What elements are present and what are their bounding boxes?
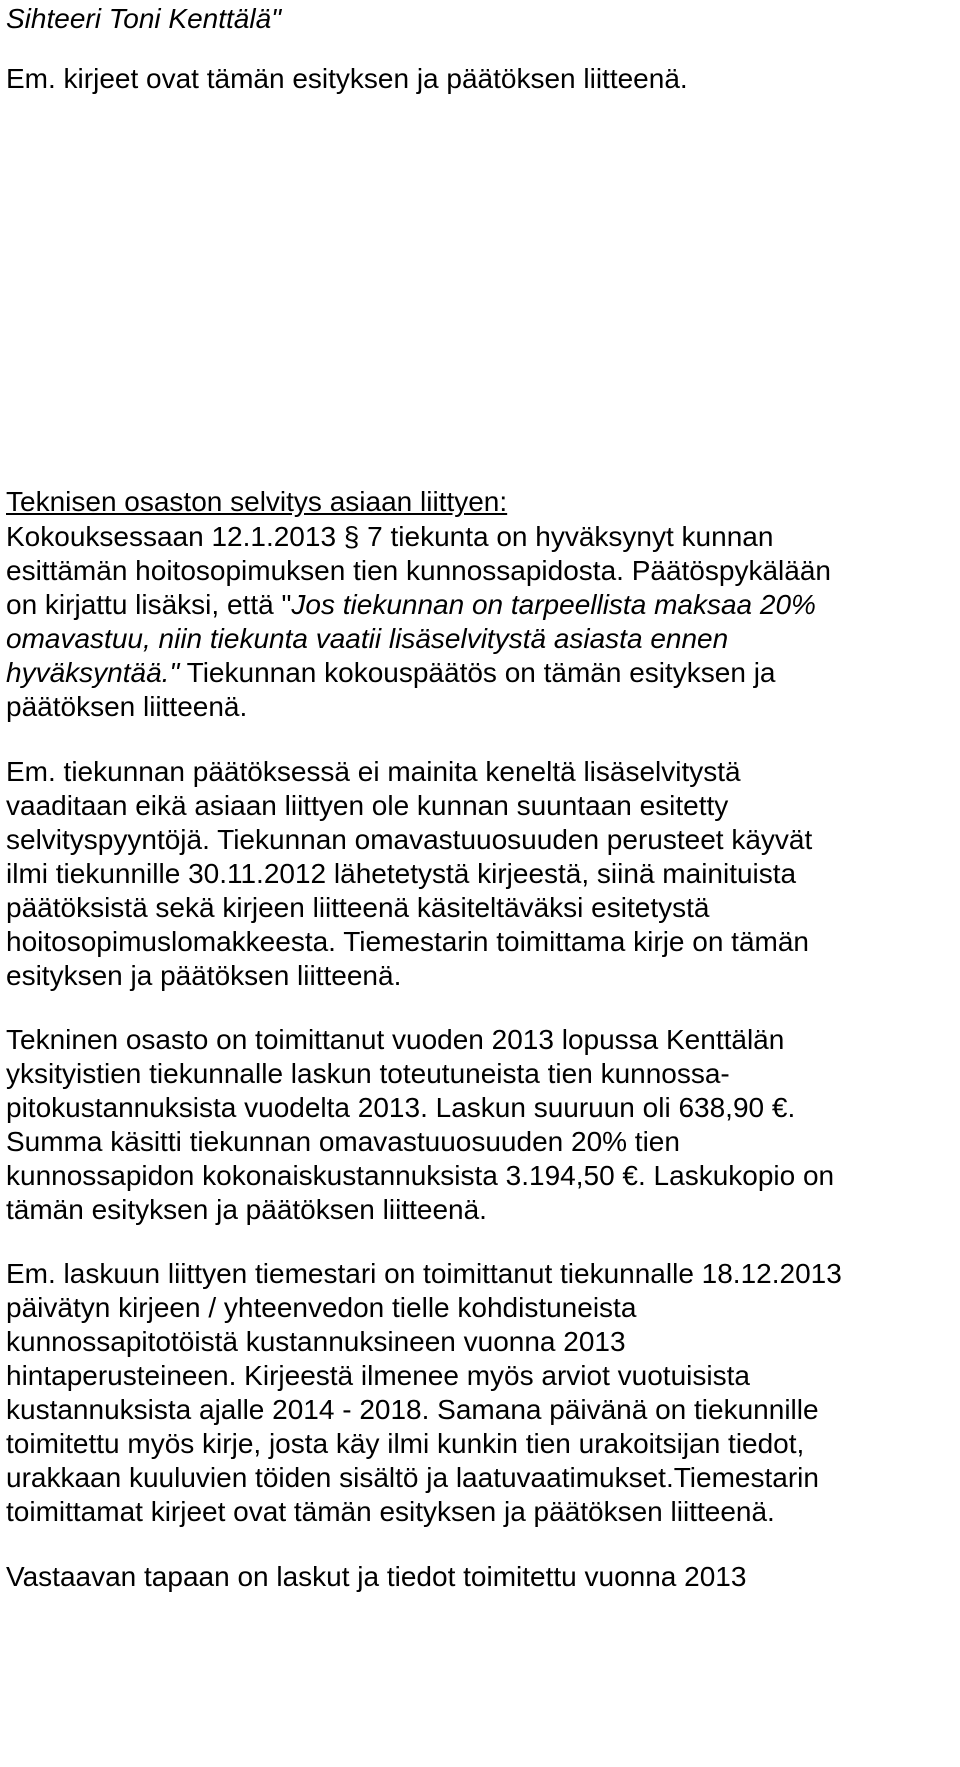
paragraph-line: päätöksen liitteenä. xyxy=(6,691,248,722)
paragraph-line: Tekninen osasto on toimittanut vuoden 2013 lopussa Kenttälän xyxy=(6,1024,785,1055)
text-run: Tiekunnan kokouspäätös on tämän esityksen ja xyxy=(179,657,776,688)
paragraph-line: hintaperusteineen. Kirjeestä ilmenee myös arviot vuotuisista xyxy=(6,1360,750,1391)
paragraph-line: urakkaan kuuluvien töiden sisältö ja laatuvaatimukset.Tiemestarin xyxy=(6,1462,819,1493)
paragraph-line: esityksen ja päätöksen liitteenä. xyxy=(6,960,402,991)
quoted-text-line: omavastuu, niin tiekunta vaatii lisäselvitystä asiasta ennen xyxy=(6,623,729,654)
paragraph-line: hoitosopimuslomakkeesta. Tiemestarin toimittama kirje on tämän xyxy=(6,926,810,957)
attachments-note: Em. kirjeet ovat tämän esityksen ja päätöksen liitteenä. xyxy=(6,63,688,94)
text-run: on kirjattu lisäksi, että " xyxy=(6,589,292,620)
paragraph-line: kunnossapitotöistä kustannuksineen vuonna 2013 xyxy=(6,1326,626,1357)
paragraph-line: yksityistien tiekunnalle laskun toteutuneista tien kunnossa- xyxy=(6,1058,730,1089)
paragraph-line: kustannuksista ajalle 2014 - 2018. Samana päivänä on tiekunnille xyxy=(6,1394,819,1425)
paragraph-line: pitokustannuksista vuodelta 2013. Laskun suuruun oli 638,90 €. xyxy=(6,1092,796,1123)
signature-line: Sihteeri Toni Kenttälä" xyxy=(6,3,282,34)
paragraph-line: toimittamat kirjeet ovat tämän esityksen ja päätöksen liitteenä. xyxy=(6,1496,775,1527)
paragraph-line: Em. laskuun liittyen tiemestari on toimittanut tiekunnalle 18.12.2013 xyxy=(6,1258,842,1289)
paragraph-line: päätöksistä sekä kirjeen liitteenä käsiteltäväksi esitetystä xyxy=(6,892,710,923)
quoted-text: hyväksyntää." xyxy=(6,657,180,688)
section-heading: Teknisen osaston selvitys asiaan liittyen: xyxy=(6,486,508,517)
paragraph-line: päivätyn kirjeen / yhteenvedon tielle kohdistuneista xyxy=(6,1292,637,1323)
paragraph-line: ilmi tiekunnille 30.11.2012 lähetetystä kirjeestä, siinä mainituista xyxy=(6,858,797,889)
paragraph-line: Summa käsitti tiekunnan omavastuuosuuden 20% tien xyxy=(6,1126,680,1157)
paragraph-line: Em. tiekunnan päätöksessä ei mainita keneltä lisäselvitystä xyxy=(6,756,741,787)
paragraph-line: tämän esityksen ja päätöksen liitteenä. xyxy=(6,1194,487,1225)
paragraph-line: vaaditaan eikä asiaan liittyen ole kunnan suuntaan esitetty xyxy=(6,790,729,821)
paragraph-line: Kokouksessaan 12.1.2013 § 7 tiekunta on hyväksynyt kunnan xyxy=(6,521,774,552)
paragraph-line: selvityspyyntöjä. Tiekunnan omavastuuosuuden perusteet käyvät xyxy=(6,824,813,855)
paragraph-line: Vastaavan tapaan on laskut ja tiedot toimitettu vuonna 2013 xyxy=(6,1561,747,1592)
paragraph-line: kunnossapidon kokonaiskustannuksista 3.194,50 €. Laskukopio on xyxy=(6,1160,835,1191)
quoted-text: Jos tiekunnan on tarpeellista maksaa 20% xyxy=(291,589,816,620)
paragraph-line xyxy=(6,656,776,690)
paragraph-line xyxy=(6,588,816,622)
paragraph-line: esittämän hoitosopimuksen tien kunnossapidosta. Päätöspykälään xyxy=(6,555,831,586)
paragraph-line: toimitettu myös kirje, josta käy ilmi kunkin tien urakoitsijan tiedot, xyxy=(6,1428,805,1459)
